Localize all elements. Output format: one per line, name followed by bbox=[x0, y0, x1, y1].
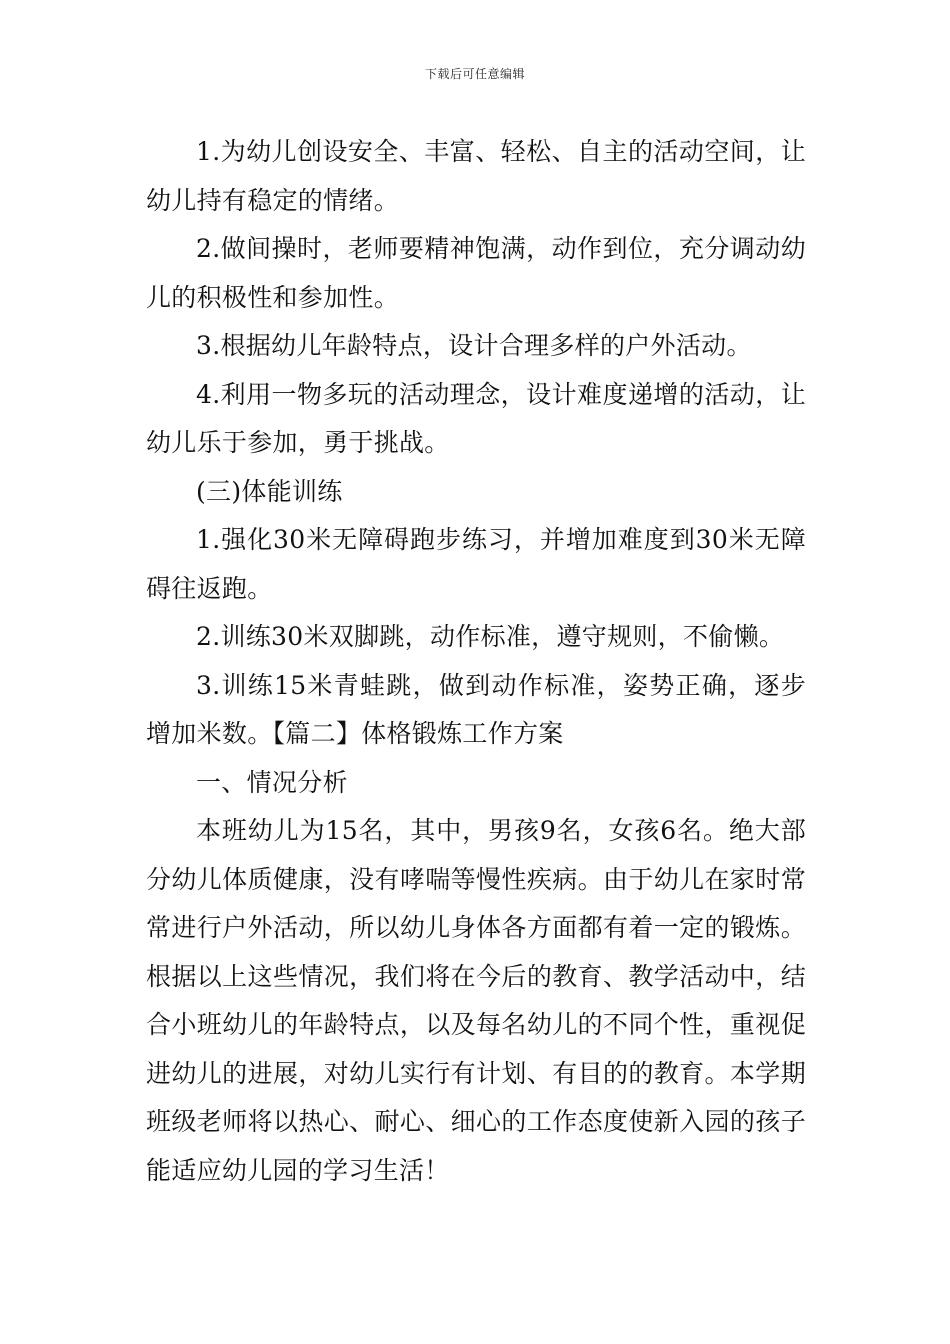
paragraph-7: 3.训练15米青蛙跳，做到动作标准，姿势正确，逐步增加米数。【篇二】体格锻炼工作方案 bbox=[146, 670, 806, 748]
paragraph-2: 2.做间操时，老师要精神饱满，动作到位，充分调动幼儿的积极性和参加性。 bbox=[146, 234, 806, 312]
paragraph-3: 3.根据幼儿年龄特点，设计合理多样的户外活动。 bbox=[196, 331, 752, 360]
paragraph-4: 4.利用一物多玩的活动理念，设计难度递增的活动，让幼儿乐于参加，勇于挑战。 bbox=[146, 379, 806, 457]
paragraph-5: 1.强化30米无障碍跑步练习，并增加难度到30米无障碍往返跑。 bbox=[146, 525, 806, 603]
paragraph-8: 本班幼儿为15名，其中，男孩9名，女孩6名。绝大部分幼儿体质健康，没有哮喘等慢性疾病。由于幼儿在家时常常进行户外活动，所以幼儿身体各方面都有着一定的锻炼。根据以上这些情况，我们将在今后的教育、教学活动中，结合小班幼儿的年龄特点，以及每名幼儿的不同个性，重视促进幼儿的进展，对幼儿实行有计划、有目的的教育。本学期班级老师将以热心、耐心、细心的工作态度使新入园的孩子能适应幼儿园的学习生活！ bbox=[146, 816, 806, 1185]
section-heading-fitness-training: (三)体能训练 bbox=[196, 476, 343, 506]
section-heading-situation-analysis: 一、情况分析 bbox=[196, 767, 348, 797]
paragraph-1: 1.为幼儿创设安全、丰富、轻松、自主的活动空间，让幼儿持有稳定的情绪。 bbox=[146, 137, 806, 215]
paragraph-6: 2.训练30米双脚跳，动作标准，遵守规则，不偷懒。 bbox=[196, 622, 785, 651]
page-header-note: 下载后可任意编辑 bbox=[424, 67, 525, 81]
document-body bbox=[146, 128, 806, 1195]
